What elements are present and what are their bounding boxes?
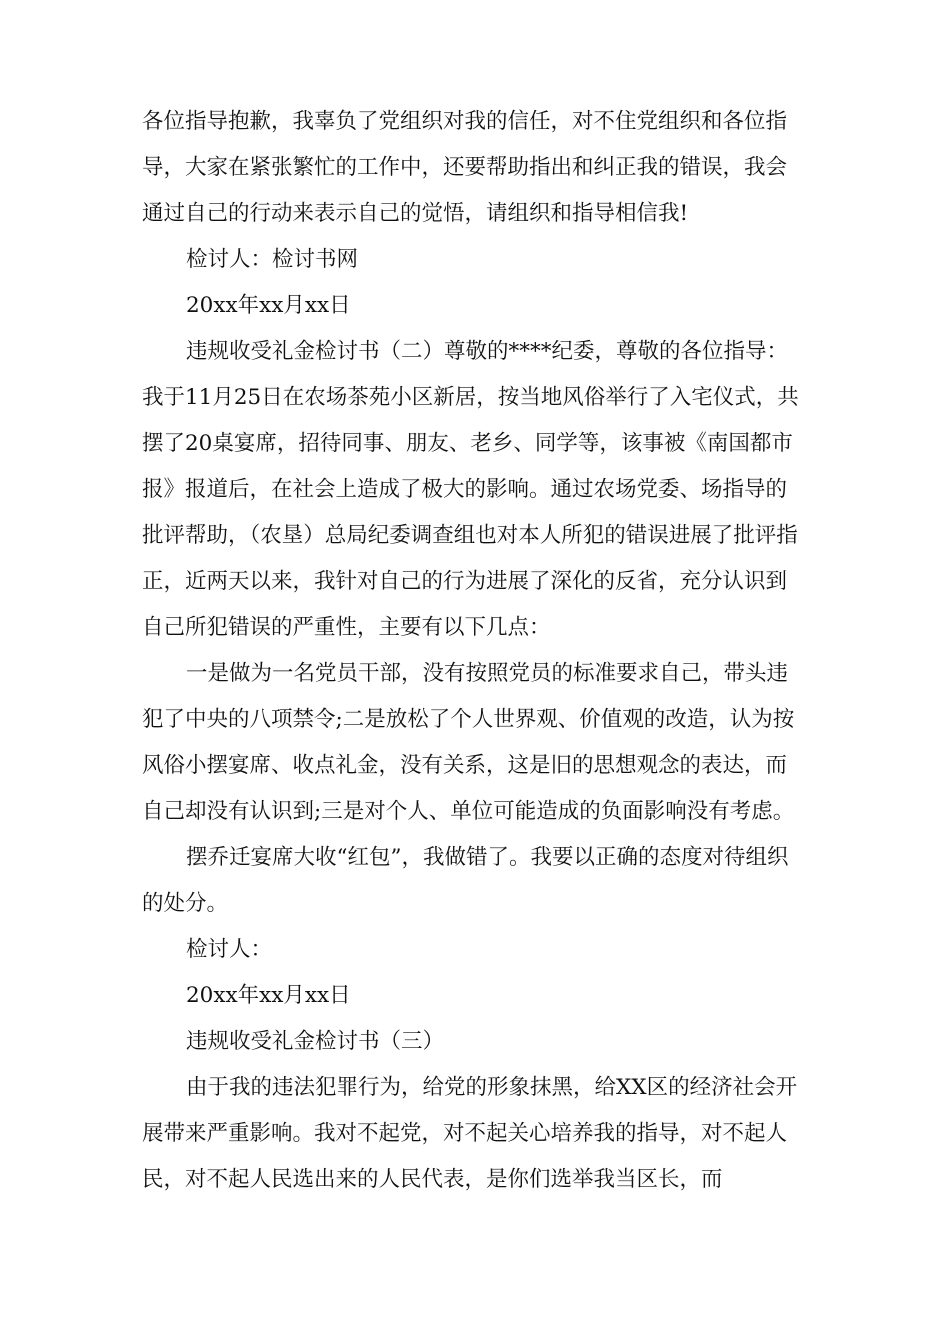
paragraph-apology-closing: 各位指导抱歉，我辜负了党组织对我的信任，对不住党组织和各位指导，大家在紧张繁忙的工作中，还要帮助指出和纠正我的错误，我会通过自己的行动来表示自己的觉悟，请组织和指导相信我! bbox=[142, 109, 788, 226]
paragraph-points: 一是做为一名党员干部，没有按照党员的标准要求自己，带头违犯了中央的八项禁令;二是放松了个人世界观、价值观的改造，认为按风俗小摆宴席、收点礼金，没有关系，这是旧的思想观念的表达，而自己却没有认识到;三是对个人、单位可能造成的负面影响没有考虑。 bbox=[142, 661, 795, 824]
signature-line-2: 检讨人： bbox=[186, 937, 273, 962]
date-line-1: 20xx年xx月xx日 bbox=[186, 293, 351, 318]
document-body bbox=[142, 99, 808, 1203]
paragraph-letter-two-intro: 违规收受礼金检讨书（二）尊敬的****纪委，尊敬的各位指导：我于11月25日在农场茶苑小区新居，按当地风俗举行了入宅仪式，共摆了20桌宴席，招待同事、朋友、老乡、同学等，该事被《南国都市报》报道后，在社会上造成了极大的影响。通过农场党委、场指导的批评帮助，（农垦）总局纪委调查组也对本人所犯的错误进展了批评指正，近两天以来，我针对自己的行为进展了深化的反省，充分认识到自己所犯错误的严重性，主要有以下几点： bbox=[142, 339, 799, 640]
signature-line-1: 检讨人：检讨书网 bbox=[186, 247, 359, 272]
paragraph-conclusion: 摆乔迁宴席大收“红包”，我做错了。我要以正确的态度对待组织的处分。 bbox=[142, 845, 789, 916]
paragraph-letter-three: 由于我的违法犯罪行为，给党的形象抹黑，给XX区的经济社会开展带来严重影响。我对不起党，对不起关心培养我的指导，对不起人民，对不起人民选出来的人民代表，是你们选举我当区长，而 bbox=[142, 1075, 798, 1192]
section-heading-three: 违规收受礼金检讨书（三） bbox=[186, 1029, 445, 1054]
date-line-2: 20xx年xx月xx日 bbox=[186, 983, 351, 1008]
